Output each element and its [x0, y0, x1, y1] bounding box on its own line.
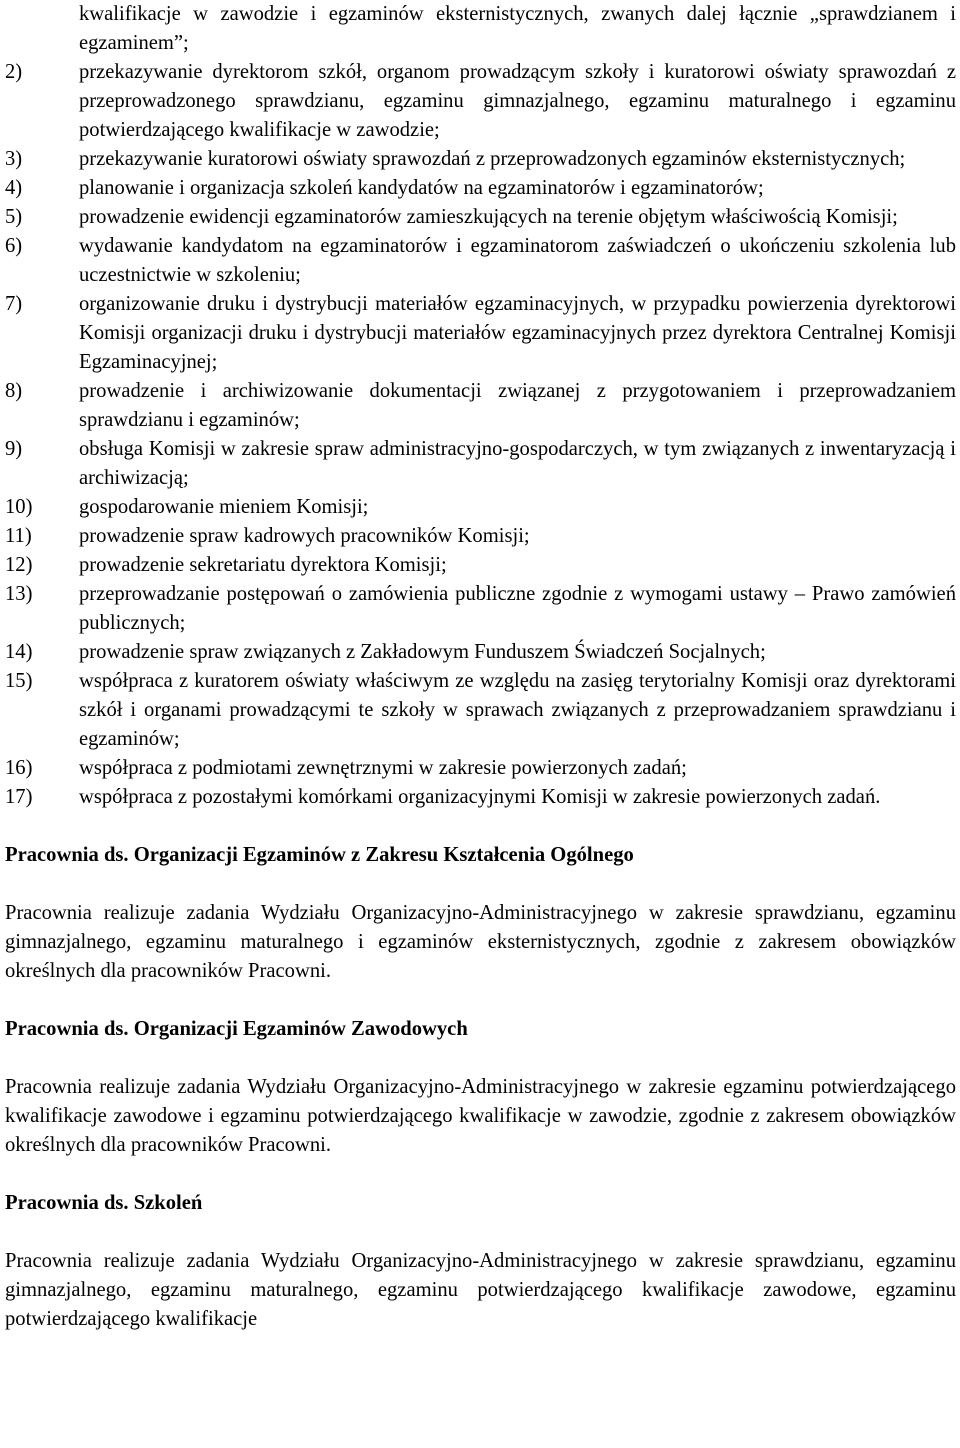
list-text: współpraca z podmiotami zewnętrznymi w zakresie powierzonych zadań; [79, 757, 687, 779]
list-number: 16) [5, 757, 33, 779]
list-text: prowadzenie spraw kadrowych pracowników Komisji; [79, 525, 530, 547]
list-item [0, 493, 960, 522]
list-number: 17) [5, 786, 33, 808]
list-item [0, 551, 960, 580]
list-number: 11) [5, 525, 32, 547]
list-item [0, 377, 960, 435]
list-number: 9) [5, 438, 23, 460]
list-item [0, 145, 960, 174]
list-number: 14) [5, 641, 33, 663]
list-item [0, 580, 960, 638]
list-number: 5) [5, 206, 23, 228]
intro-continuation: kwalifikacje w zawodzie i egzaminów eksternistycznych, zwanych dalej łącznie „sprawdzianem i egzaminem”; [79, 3, 956, 54]
list-item [0, 783, 960, 812]
list-text: prowadzenie ewidencji egzaminatorów zamieszkujących na terenie objętym właściwością Komisji; [79, 206, 898, 228]
list-item [0, 435, 960, 493]
section-heading: Pracownia ds. Organizacji Egzaminów z Zakresu Kształcenia Ogólnego [5, 844, 634, 866]
list-item [0, 58, 960, 145]
list-text: gospodarowanie mieniem Komisji; [79, 496, 369, 518]
list-text: współpraca z kuratorem oświaty właściwym ze względu na zasięg terytorialny Komisji oraz dyrektorami szkół i organami prowadzącymi te szkoły w sprawach związanych z przeprowadzaniem sprawdzianu i egzaminów; [79, 670, 956, 750]
list-text: prowadzenie spraw związanych z Zakładowym Funduszem Świadczeń Socjalnych; [79, 641, 766, 663]
section-body: Pracownia realizuje zadania Wydziału Organizacyjno-Administracyjnego w zakresie sprawdzianu, egzaminu gimnazjalnego, egzaminu maturalnego, egzaminu potwierdzającego kwalifikacje zawodowe, egzaminu potwierdzającego kwalifikacje [5, 1250, 956, 1330]
list-item [0, 203, 960, 232]
section-body: Pracownia realizuje zadania Wydziału Organizacyjno-Administracyjnego w zakresie egzaminu potwierdzającego kwalifikacje zawodowe i egzaminu potwierdzającego kwalifikacje w zawodzie, zgodnie z zakresem obowiązków określnych dla pracowników Pracowni. [5, 1076, 956, 1156]
section-heading: Pracownia ds. Organizacji Egzaminów Zawodowych [5, 1018, 468, 1040]
list-text: prowadzenie sekretariatu dyrektora Komisji; [79, 554, 447, 576]
list-text: prowadzenie i archiwizowanie dokumentacji związanej z przygotowaniem i przeprowadzaniem sprawdzianu i egzaminów; [79, 380, 956, 431]
duties-list [0, 58, 960, 812]
list-number: 4) [5, 177, 23, 199]
list-text: organizowanie druku i dystrybucji materiałów egzaminacyjnych, w przypadku powierzenia dyrektorowi Komisji organizacji druku i dystrybucji materiałów egzaminacyjnych przez dyrektora Centralnej Komisji Egzaminacyjnej; [79, 293, 956, 373]
list-item [0, 638, 960, 667]
list-number: 10) [5, 496, 33, 518]
list-text: przekazywanie kuratorowi oświaty sprawozdań z przeprowadzonych egzaminów eksternistycznych; [79, 148, 906, 170]
section-body: Pracownia realizuje zadania Wydziału Organizacyjno-Administracyjnego w zakresie sprawdzianu, egzaminu gimnazjalnego, egzaminu maturalnego i egzaminów eksternistycznych, zgodnie z zakresem obowiązków określnych dla pracowników Pracowni. [5, 902, 956, 982]
list-number: 3) [5, 148, 23, 170]
list-item [0, 232, 960, 290]
list-item [0, 754, 960, 783]
list-text: przeprowadzanie postępowań o zamówienia publiczne zgodnie z wymogami ustawy – Prawo zamówień publicznych; [79, 583, 956, 634]
list-text: obsługa Komisji w zakresie spraw administracyjno-gospodarczych, w tym związanych z inwentaryzacją i archiwizacją; [79, 438, 956, 489]
list-number: 12) [5, 554, 33, 576]
list-item [0, 174, 960, 203]
list-number: 13) [5, 583, 33, 605]
list-text: przekazywanie dyrektorom szkół, organom prowadzącym szkoły i kuratorowi oświaty sprawozdań z przeprowadzonego sprawdzianu, egzaminu gimnazjalnego, egzaminu maturalnego i egzaminu potwierdzającego kwalifikacje w zawodzie; [79, 61, 956, 141]
list-text: współpraca z pozostałymi komórkami organizacyjnymi Komisji w zakresie powierzonych zadań. [79, 786, 881, 808]
list-number: 6) [5, 235, 23, 257]
section-heading: Pracownia ds. Szkoleń [5, 1192, 203, 1214]
list-text: planowanie i organizacja szkoleń kandydatów na egzaminatorów i egzaminatorów; [79, 177, 764, 199]
list-text: wydawanie kandydatom na egzaminatorów i egzaminatorom zaświadczeń o ukończeniu szkolenia lub uczestnictwie w szkoleniu; [79, 235, 956, 286]
list-number: 7) [5, 293, 23, 315]
list-item [0, 522, 960, 551]
list-number: 8) [5, 380, 23, 402]
list-number: 2) [5, 61, 23, 83]
list-item [0, 667, 960, 754]
list-number: 15) [5, 670, 33, 692]
list-item [0, 290, 960, 377]
